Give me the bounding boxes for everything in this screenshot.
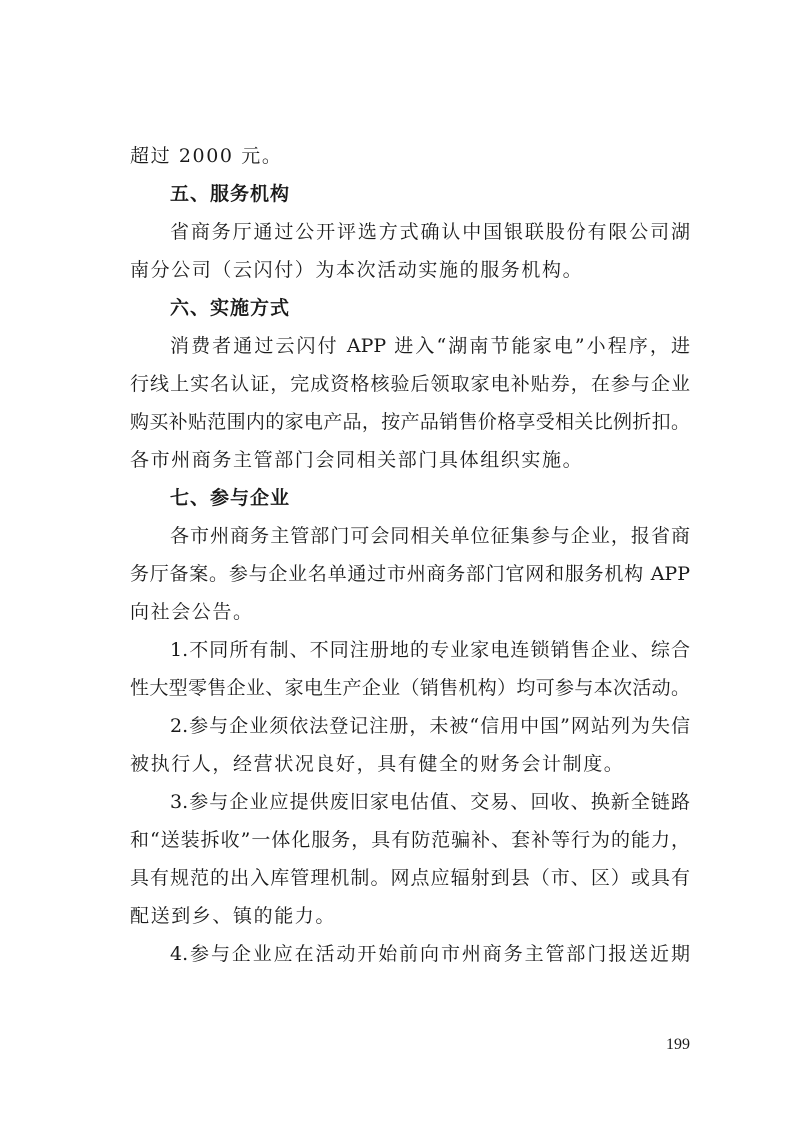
paragraph-line: 消费者通过云闪付 APP 进入“湖南节能家电”小程序，进	[170, 335, 690, 357]
list-item-line: 和“送装拆收”一体化服务，具有防范骗补、套补等行为的能力，	[130, 829, 690, 851]
paragraph-line: 南分公司（云闪付）为本次活动实施的服务机构。	[130, 259, 584, 281]
list-item-line: 具有规范的出入库管理机制。网点应辐射到县（市、区）或具有	[130, 867, 690, 889]
paragraph-line: 向社会公告。	[130, 601, 254, 623]
section-heading-service-agency: 五、服务机构	[170, 183, 291, 205]
list-item-line: 4.参与企业应在活动开始前向市州商务主管部门报送近期	[170, 943, 690, 965]
list-item-line: 2.参与企业须依法登记注册，未被“信用中国”网站列为失信	[170, 715, 690, 737]
paragraph-line: 务厅备案。参与企业名单通过市州商务部门官网和服务机构 APP	[130, 563, 690, 585]
paragraph-line: 各市州商务主管部门会同相关部门具体组织实施。	[130, 449, 584, 471]
page-number: 199	[666, 1036, 690, 1053]
paragraph-line: 购买补贴范围内的家电产品，按产品销售价格享受相关比例折扣。	[130, 411, 690, 433]
list-item-line: 1.不同所有制、不同注册地的专业家电连锁销售企业、综合	[170, 639, 690, 661]
section-heading-implementation: 六、实施方式	[170, 297, 291, 319]
list-item-line: 3.参与企业应提供废旧家电估值、交易、回收、换新全链路	[170, 791, 690, 813]
paragraph-continuation: 超过 2000 元。	[130, 145, 283, 167]
list-item-line: 性大型零售企业、家电生产企业（销售机构）均可参与本次活动。	[130, 677, 690, 699]
paragraph-line: 省商务厅通过公开评选方式确认中国银联股份有限公司湖	[170, 221, 690, 243]
list-item-line: 被执行人，经营状况良好，具有健全的财务会计制度。	[130, 753, 625, 775]
section-heading-participating-enterprises: 七、参与企业	[170, 487, 291, 509]
list-item-line: 配送到乡、镇的能力。	[130, 905, 337, 927]
paragraph-line: 行线上实名认证，完成资格核验后领取家电补贴券，在参与企业	[130, 373, 690, 395]
paragraph-line: 各市州商务主管部门可会同相关单位征集参与企业，报省商	[170, 525, 690, 547]
